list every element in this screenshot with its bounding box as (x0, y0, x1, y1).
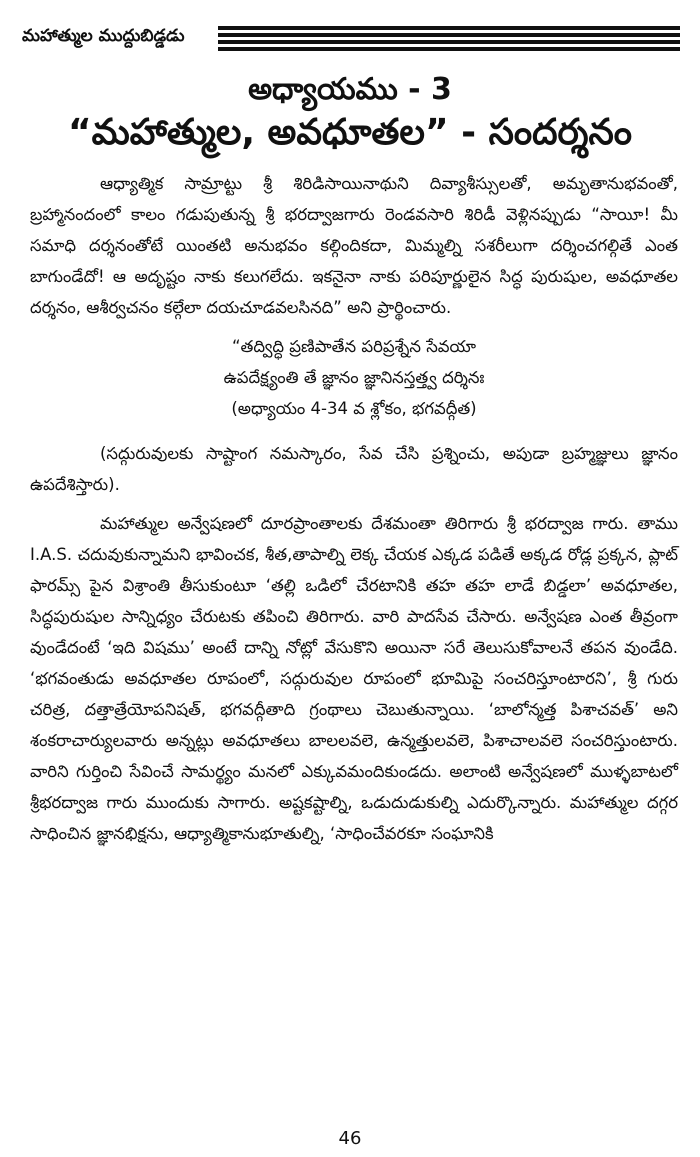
paragraph-3: మహాత్ముల అన్వేషణలో దూరప్రాంతాలకు దేశమంతా తిరిగారు శ్రీ భరద్వాజ గారు. తాము I.A.S. చదువుకున్నామని భావించక, శీత,తాపాల్ని లెక్క చేయక ఎక్కడ పడితే అక్కడ రోడ్ల ప్రక్కన, ప్లాట్ ఫారమ్స్ పైన విశ్రాంతి తీసుకుంటూ ‘తల్లి ఒడిలో చేరటానికి తహ తహ లాడే బిడ్డలా’ అవధూతల, సిద్ధపురుషుల సాన్నిధ్యం చేరుటకు తపించి తిరిగారు. వారి పాదసేవ చేసారు. అన్వేషణ ఎంత తీవ్రంగా వుండేదంటే ‘ఇది విషము’ అంటే దాన్ని నోట్లో వేసుకొని అయినా సరే తెలుసుకోవాలనే తపన వుండేది. ‘భగవంతుడు అవధూతల రూపంలో, సద్గురువుల రూపంలో భూమిపై సంచరిస్తూంటారని’, శ్రీ గురు చరిత్ర, దత్తాత్రేయోపనిషత్, భగవద్గీతాది గ్రంథాలు చెబుతున్నాయి. ‘బాలోన్మత్త పిశాచవత్’ అని శంకరాచార్యులవారు అన్నట్లు అవధూతలు బాలలవలె, ఉన్మత్తులవలె, పిశాచాలవలె సంచరిస్తుంటారు. వారిని గుర్తించి సేవించే సామర్థ్యం మనలో ఎక్కువమందికుండదు. అలాంటి అన్వేషణలో ముళ్ళబాటలో శ్రీభరద్వాజ గారు ముందుకు సాగారు. అష్టకష్టాల్ని, ఒడుదుడుకుల్ని ఎదుర్కొన్నారు. మహాత్ముల దగ్గర సాధించిన జ్ఞానభిక్షను, ఆధ్యాత్మికానుభూతుల్ని, ‘సాధించేవరకూ సంఘానికి (30, 514, 678, 843)
sanskrit-verse (30, 331, 678, 424)
paragraph-2: (సద్గురువులకు సాష్టాంగ నమస్కారం, సేవ చేసి ప్రశ్నించు, అపుడా బ్రహ్మజ్ఞులు జ్ఞానం ఉపదేశిస్తారు). (30, 444, 678, 494)
header-rule (218, 26, 680, 30)
header-rules (218, 26, 680, 54)
page-number: 46 (338, 1128, 362, 1149)
chapter-title: “మహాత్ముల, అవధూతల” - సందర్శనం (67, 112, 633, 153)
verse-line-2: ఉపదేక్ష్యంతి తే జ్ఞానం జ్ఞానినస్తత్త్వ దర్శినః (223, 368, 485, 387)
paragraph-1: ఆధ్యాత్మిక సామ్రాట్టు శ్రీ శిరిడిసాయినాథుని దివ్యాశీస్సులతో, అమృతానుభవంతో, బ్రహ్మానందంలో కాలం గడుపుతున్న శ్రీ భరద్వాజగారు రెండవసారి శిరిడీ వెళ్లినప్పుడు “సాయీ! మీ సమాధి దర్శనంతోటే యింతటి అనుభవం కల్గిందికదా, మిమ్మల్ని సశరీలుగా దర్శించగల్గితే ఎంత బాగుండేదో! ఆ అదృష్టం నాకు కలుగలేదు. ఇకనైనా నాకు పరిపూర్ణులైన సిద్ధ పురుషుల, అవధూతల దర్శనం, ఆశీర్వచనం కల్గేలా దయచూడవలసినది” అని ప్రార్థించారు. (30, 174, 678, 317)
verse-line-1: “తద్విద్ధి ప్రణిపాతేన పరిప్రశ్నేన సేవయా (231, 337, 477, 356)
body-text (30, 168, 678, 857)
header-rule (218, 47, 680, 51)
running-head-title: మహాత్ముల ముద్దుబిడ్డడు (22, 26, 185, 46)
page-header (22, 14, 680, 64)
verse-reference: (అధ్యాయం 4-34 వ శ్లోకం, భగవద్గీత) (231, 399, 477, 418)
header-rule (218, 40, 680, 44)
header-rule (218, 33, 680, 37)
chapter-label: అధ్యాయము - 3 (248, 72, 452, 107)
